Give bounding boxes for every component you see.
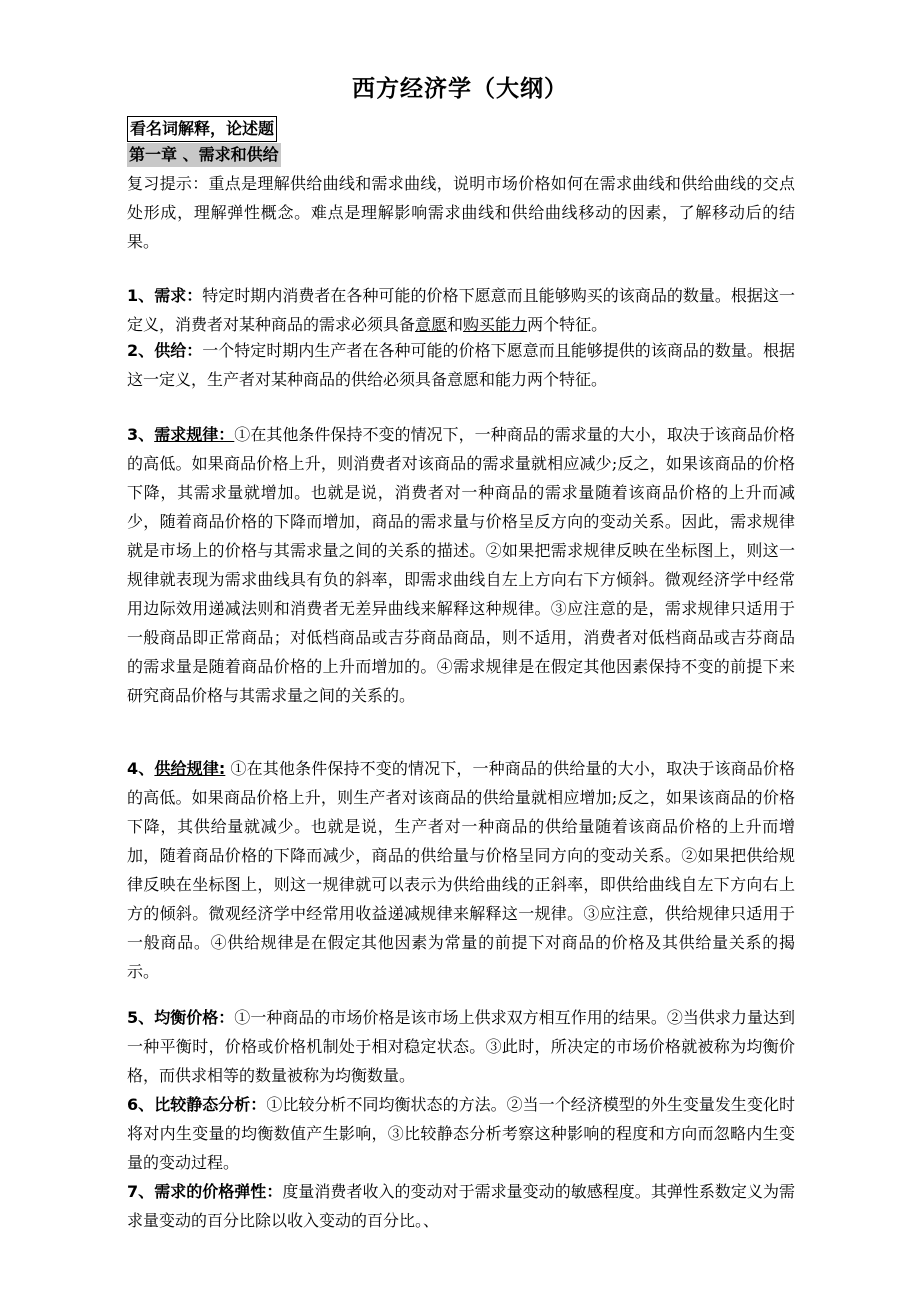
item-text: 两个特征。 xyxy=(527,315,608,334)
item-text: 度量消费者收入的变动对于需求量变动的敏感程度。其弹性系数定义为需求量变动的百分比除以收入变动的百分比。、 xyxy=(127,1182,795,1230)
underlined-term: 意愿 xyxy=(415,315,448,334)
item-text: ①一种商品的市场价格是该市场上供求双方相互作用的结果。②当供求力量达到一种平衡时，价格或价格机制处于相对稳定状态。③此时，所决定的市场价格就被称为均衡价格，而供求相等的数量被称为均衡数量。 xyxy=(127,1008,795,1085)
item-term: 均衡价格： xyxy=(154,1008,235,1027)
item-number: 7、 xyxy=(127,1182,155,1201)
item-text: 一个特定时期内生产者在各种可能的价格下愿意而且能够提供的该商品的数量。根据这一定义，生产者对某种商品的供给必须具备意愿和能力两个特征。 xyxy=(127,341,795,389)
item-term: 需求规律： xyxy=(154,425,235,444)
item-term: 比较静态分析： xyxy=(154,1095,267,1114)
item-equilibrium-price xyxy=(127,1003,795,1090)
underlined-term: 购买能力 xyxy=(463,315,528,334)
item-law-of-demand xyxy=(127,420,795,710)
item-comparative-statics xyxy=(127,1090,795,1177)
item-term: 需求的价格弹性： xyxy=(154,1182,283,1201)
item-text: ①在其他条件保持不变的情况下，一种商品的需求量的大小，取决于该商品价格的高低。如果商品价格上升，则消费者对该商品的需求量就相应减少;反之，如果该商品的价格下降，其需求量就增加。也就是说，消费者对一种商品的需求量随着该商品价格的上升而减少，随着商品价格的下降而增加，商品的需求量与价格呈反方向的变动关系。因此，需求规律就是市场上的价格与其需求量之间的关系的描述。②如果把需求规律反映在坐标图上，则这一规律就表现为需求曲线具有负的斜率，即需求曲线自左上方向右下方倾斜。微观经济学中经常用边际效用递减法则和消费者无差异曲线来解释这种规律。③应注意的是，需求规律只适用于一般商品即正常商品；对低档商品或吉芬商品商品，则不适用，消费者对低档商品或吉芬商品的需求量是随着商品价格的上升而增加的。④需求规律是在假定其他因素保持不变的前提下来研究商品价格与其需求量之间的关系的。 xyxy=(127,425,795,705)
item-number: 6、 xyxy=(127,1095,155,1114)
item-price-elasticity xyxy=(127,1177,795,1235)
item-number: 1、 xyxy=(127,286,155,305)
item-number: 5、 xyxy=(127,1008,155,1027)
study-note-box: 看名词解释，论述题 xyxy=(127,116,277,142)
document-title: 西方经济学（大纲） xyxy=(352,76,568,102)
item-term: 需求： xyxy=(154,286,203,305)
review-tips: 复习提示：重点是理解供给曲线和需求曲线，说明市场价格如何在需求曲线和供给曲线的交点处形成，理解弹性概念。难点是理解影响需求曲线和供给曲线移动的因素，了解移动后的结果。 xyxy=(127,174,795,251)
item-number: 3、 xyxy=(127,425,155,444)
item-text: ①比较分析不同均衡状态的方法。②当一个经济模型的外生变量发生变化时将对内生变量的均衡数值产生影响，③比较静态分析考察这种影响的程度和方向而忽略内生变量的变动过程。 xyxy=(127,1095,795,1172)
item-text: ①在其他条件保持不变的情况下，一种商品的供给量的大小，取决于该商品价格的高低。如果商品价格上升，则生产者对该商品的供给量就相应增加;反之，如果该商品的价格下降，其供给量就减少。也就是说，生产者对一种商品的供给量随着该商品价格的上升而增加，随着商品价格的下降而减少，商品的供给量与价格呈同方向的变动关系。②如果把供给规律反映在坐标图上，则这一规律就可以表示为供给曲线的正斜率，即供给曲线自左下方向右上方的倾斜。微观经济学中经常用收益递减规律来解释这一规律。③应注意，供给规律只适用于一般商品。④供给规律是在假定其他因素为常量的前提下对商品的价格及其供给量关系的揭示。 xyxy=(127,759,795,981)
item-number: 4、 xyxy=(127,759,155,778)
item-term: 供给规律: xyxy=(154,759,226,778)
item-text: 和 xyxy=(447,315,464,334)
item-supply xyxy=(127,336,795,394)
chapter-heading: 第一章 、需求和供给 xyxy=(127,143,281,167)
item-text: 特定时期内消费者在各种可能的价格下愿意而且能够购买的该商品的数量。根据这一定义，消费者对某种商品的需求必须具备 xyxy=(127,286,795,334)
item-law-of-supply xyxy=(127,754,795,986)
item-number: 2、 xyxy=(127,341,155,360)
item-demand xyxy=(127,281,795,339)
item-term: 供给： xyxy=(154,341,203,360)
